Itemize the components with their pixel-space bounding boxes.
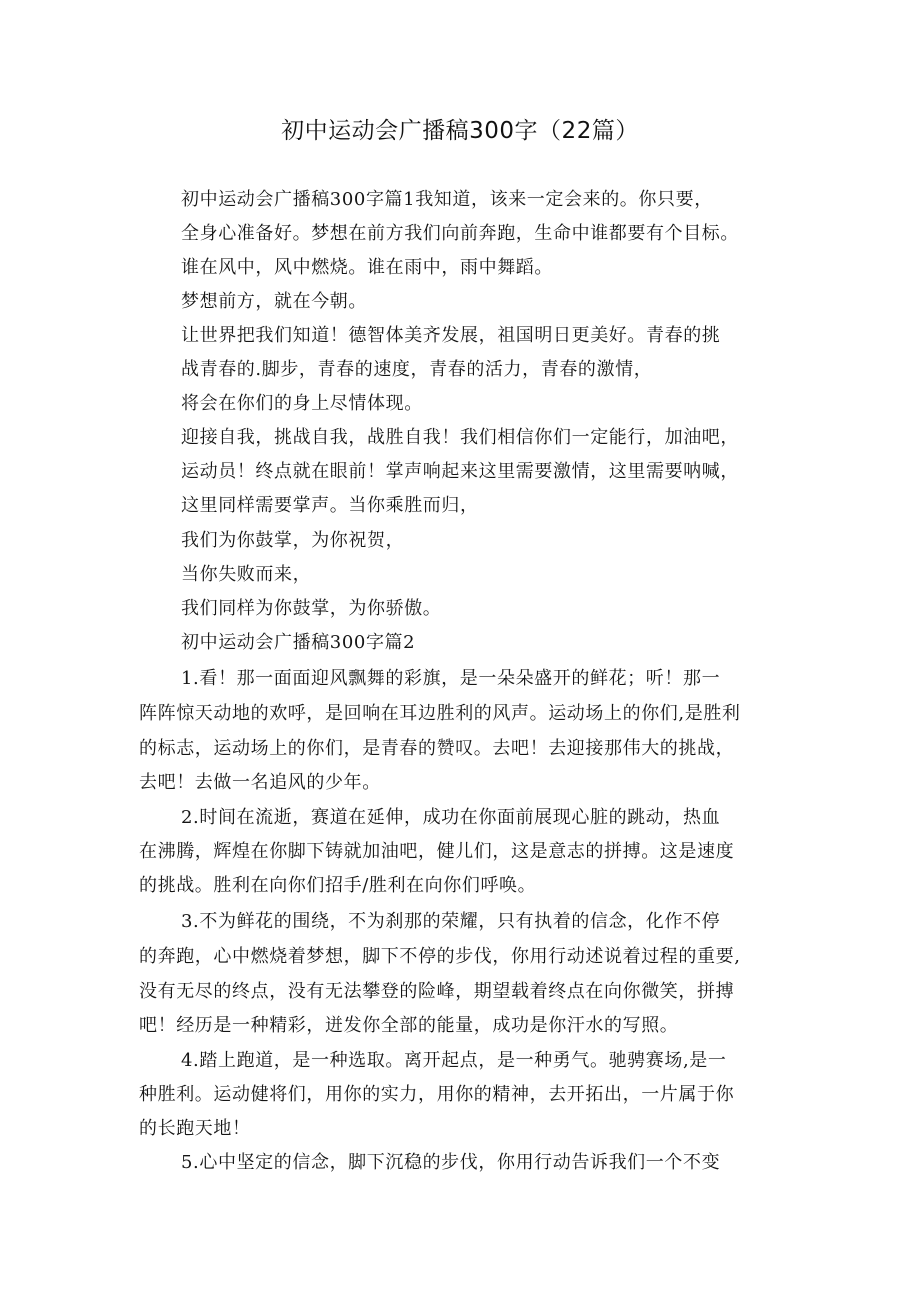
- text-line: 运动员！终点就在眼前！掌声响起来这里需要激情，这里需要呐喊，: [181, 461, 739, 482]
- text-line: 吧！经历是一种精彩，迸发你全部的能量，成功是你汗水的写照。: [139, 1015, 679, 1036]
- text-line: 梦想前方，就在今朝。: [181, 291, 367, 312]
- text-line: 初中运动会广播稿300字篇1我知道，该来一定会来的。你只要，: [181, 189, 713, 210]
- text-line: 4.踏上跑道，是一种选取。离开起点，是一种勇气。驰骋赛场,是一: [181, 1050, 727, 1071]
- text-line: 种胜利。运动健将们，用你的实力，用你的精神，去开拓出，一片属于你: [139, 1084, 735, 1105]
- text-line: 1.看！那一面面迎风飘舞的彩旗，是一朵朵盛开的鲜花；听！那一: [181, 668, 721, 689]
- text-line: 让世界把我们知道！德智体美齐发展，祖国明日更美好。青春的挑: [181, 325, 721, 346]
- text-line: 当你失败而来，: [181, 564, 312, 585]
- text-line: 5.心中坚定的信念，脚下沉稳的步伐，你用行动告诉我们一个不变: [181, 1152, 721, 1173]
- text-line: 的长跑天地！: [139, 1118, 251, 1139]
- text-line: 2.时间在流逝，赛道在延伸，成功在你面前展现心脏的跳动，热血: [181, 807, 721, 828]
- text-line: 在沸腾，辉煌在你脚下铸就加油吧，健儿们，这是意志的拼搏。这是速度: [139, 841, 735, 862]
- text-line: 谁在风中，风中燃烧。谁在雨中，雨中舞蹈。: [181, 257, 553, 278]
- text-line: 的标志，运动场上的你们，是青春的赞叹。去吧！去迎接那伟大的挑战，: [139, 738, 735, 759]
- section-heading: 初中运动会广播稿300字篇2: [181, 632, 416, 653]
- text-line: 的挑战。胜利在向你们招手/胜利在向你们呼唤。: [139, 875, 537, 896]
- text-line: 将会在你们的身上尽情体现。: [181, 393, 423, 414]
- text-line: 阵阵惊天动地的欢呼，是回响在耳边胜利的风声。运动场上的你们,是胜利: [139, 703, 741, 724]
- text-line: 这里同样需要掌声。当你乘胜而归，: [181, 495, 479, 516]
- document-title: 初中运动会广播稿300字（22篇）: [281, 118, 639, 144]
- text-line: 战青春的.脚步，青春的速度，青春的活力，青春的激情，: [181, 359, 653, 380]
- text-line: 全身心准备好。梦想在前方我们向前奔跑，生命中谁都要有个目标。: [181, 223, 739, 244]
- text-line: 没有无尽的终点，没有无法攀登的险峰，期望载着终点在向你微笑，拼搏: [139, 981, 735, 1002]
- text-line: 3.不为鲜花的围绕，不为刹那的荣耀，只有执着的信念，化作不停: [181, 911, 721, 932]
- text-line: 的奔跑，心中燃烧着梦想，脚下不停的步伐，你用行动述说着过程的重要,: [139, 946, 741, 967]
- text-line: 我们同样为你鼓掌，为你骄傲。: [181, 598, 442, 619]
- text-line: 去吧！去做一名追风的少年。: [139, 772, 381, 793]
- text-line: 迎接自我，挑战自我，战胜自我！我们相信你们一定能行，加油吧，: [181, 427, 739, 448]
- text-line: 我们为你鼓掌，为你祝贺，: [181, 530, 405, 551]
